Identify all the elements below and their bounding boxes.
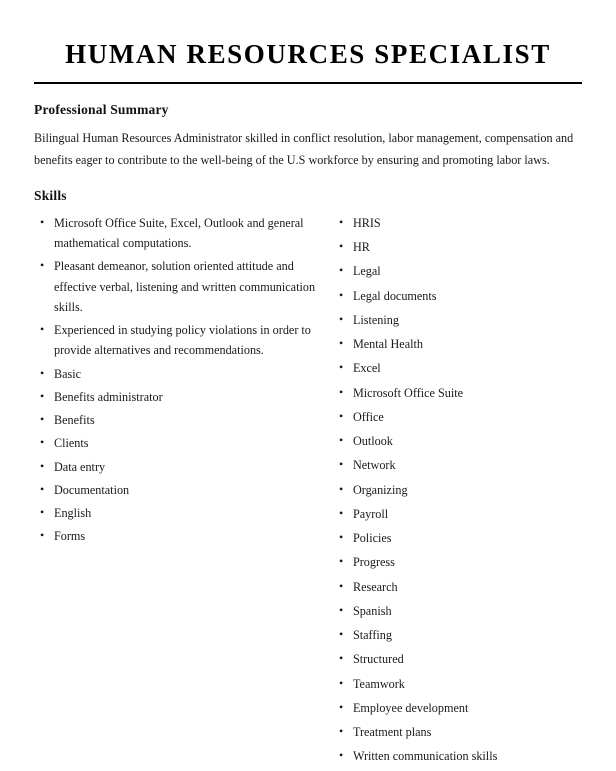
skills-left-list [34, 213, 317, 547]
skill-list-item: • Payroll [333, 504, 582, 524]
skill-list-item: • Excel [333, 358, 582, 378]
skills-right-column [323, 213, 582, 771]
skill-list-item: • Listening [333, 310, 582, 330]
skills-left-column [34, 213, 323, 550]
skill-list-item: • Documentation [34, 480, 317, 500]
skill-list-item: • Research [333, 577, 582, 597]
skills-section [34, 188, 582, 771]
title-divider [34, 82, 582, 84]
skill-list-item: • Benefits administrator [34, 387, 317, 407]
skill-list-item: • Outlook [333, 431, 582, 451]
skill-list-item: • Data entry [34, 457, 317, 477]
skill-list-item: • Staffing [333, 625, 582, 645]
professional-summary-text: Bilingual Human Resources Administrator skilled in conflict resolution, labor management, compensation and benefits eager to contribute to the well-being of the U.S workforce by ensuring and promoting labor laws. [34, 130, 574, 168]
skill-list-item: • Clients [34, 433, 317, 453]
skill-list-item: • Network [333, 455, 582, 475]
skill-list-item: • Organizing [333, 480, 582, 500]
skill-list-item: • Teamwork [333, 674, 582, 694]
skill-list-item: • Office [333, 407, 582, 427]
skill-list-item: • Pleasant demeanor, solution oriented attitude and effective verbal, listening and written communication skills. [34, 256, 317, 317]
professional-summary-section [34, 102, 582, 172]
skills-columns [34, 213, 582, 771]
skill-list-item: • Structured [333, 649, 582, 669]
skill-list-item: • HRIS [333, 213, 582, 233]
skill-list-item: • English [34, 503, 317, 523]
skill-list-item: • Employee development [333, 698, 582, 718]
skill-list-item: • Treatment plans [333, 722, 582, 742]
skill-list-item: • Basic [34, 364, 317, 384]
professional-summary-heading: Professional Summary [34, 101, 169, 117]
skill-list-item: • Legal [333, 261, 582, 281]
skill-list-item: • Legal documents [333, 286, 582, 306]
skills-heading: Skills [34, 187, 67, 203]
skill-list-item: • Written communication skills [333, 746, 582, 766]
skill-list-item: • Spanish [333, 601, 582, 621]
skill-list-item: • Forms [34, 526, 317, 546]
skill-list-item: • Mental Health [333, 334, 582, 354]
skill-list-item: • Microsoft Office Suite [333, 383, 582, 403]
skill-list-item: • Benefits [34, 410, 317, 430]
skill-list-item: • Policies [333, 528, 582, 548]
page-title: HUMAN RESOURCES SPECIALIST [65, 39, 551, 69]
skill-list-item: • Progress [333, 552, 582, 572]
skill-list-item: • Microsoft Office Suite, Excel, Outlook and general mathematical computations. [34, 213, 317, 254]
skill-list-item: • HR [333, 237, 582, 257]
skills-right-list [333, 213, 582, 767]
skill-list-item: • Experienced in studying policy violations in order to provide alternatives and recommendations. [34, 320, 317, 361]
